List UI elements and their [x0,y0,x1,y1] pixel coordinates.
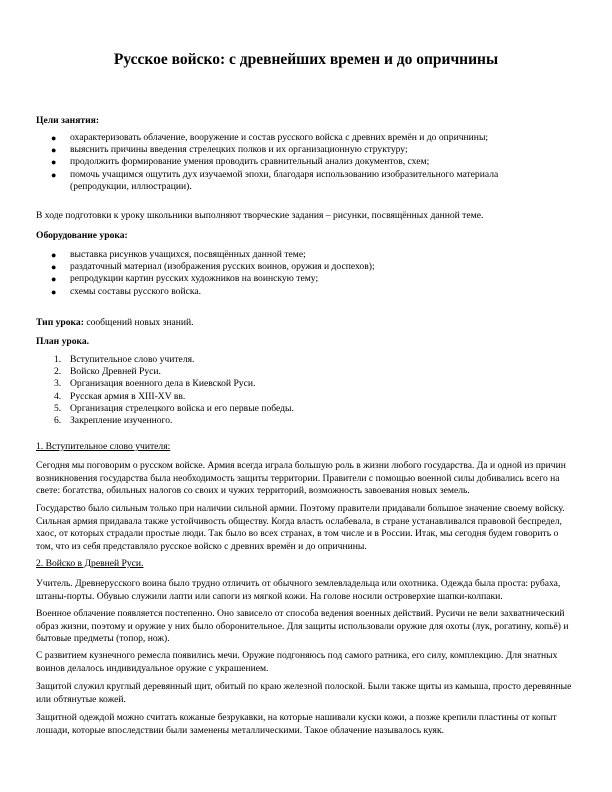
section-1-heading: 1. Вступительное слово учителя: [36,441,171,452]
list-item: ● репродукции картин русских художников на воинскую тему; [51,273,319,285]
section-2-paragraph: Защитой служил круглый деревянный щит, обитый по краю железной полоской. Были также щиты из камыша, просто деревянные или обтянутые кожей. [36,681,572,705]
list-item: ● помочь учащимся ощутить дух изучаемой эпохи, благодаря использованию изобразительного материала (репродукции, иллюстрации). [51,168,499,192]
document-title: Русское войско: с древнейших времен и до опричнины [113,51,499,68]
goals-label: Цели занятия: [36,115,100,126]
list-item: 3. Организация военного дела в Киевской Руси. [54,378,256,390]
list-item: 4. Русская армия в XIII-XV вв. [54,390,186,402]
bullet-icon: ● [51,133,57,143]
bullet-icon: ● [51,262,57,273]
list-item: 2. Войско Древней Руси. [54,366,161,378]
section-1-paragraph: Сегодня мы поговорим о русском войске. Армия всегда играла большую роль в жизни любого государства. Да и одной из причин возникновения государства была необходимость защиты территории. Правители с помощью военной силы добивались всего на свете: богатства, обильных налогов со своих и чужих территорий, возможность завоевания новых земель. [36,460,566,496]
list-item: ● схемы составы русского войска. [51,285,202,297]
section-2-paragraph: Учитель. Древнерусского воина было трудно отличить от обычного землевладельца или охотника. Одежда была проста: рубаха, штаны-порты. Обувью служили лапти или сапоги из мягкой кожи. На голове носили островерхие шапки-колпаки. [36,578,561,602]
bullet-icon: ● [51,169,57,180]
list-item: 6. Закрепление изученного. [54,415,173,427]
section-2-paragraph: С развитием кузнечного ремесла появились мечи. Оружие подгоняюсь под самого ратника, его силу, комплекцию. Для знатных воинов делалось индивидуальное оружие с украшением. [36,650,558,674]
lesson-type-value: сообщений новых знаний. [83,317,194,328]
lesson-type-label: Тип урока: [36,317,84,328]
list-item: 1. Вступительное слово учителя. [54,354,195,365]
list-item: ● выставка рисунков учащихся, посвящённых данной теме; [51,249,306,260]
prep-paragraph: В ходе подготовки к уроку школьники выполняют творческие задания – рисунки, посвящённых данной теме. [36,210,484,221]
list-item: ● охарактеризовать облачение, вооружение и состав русского войска с древних времён и до опричнины; [51,132,489,143]
plan-list [36,354,576,427]
list-item: 5. Организация стрелецкого войска и его первые победы. [54,402,294,414]
plan-label: План урока. [36,336,90,347]
bullet-icon: ● [51,157,57,168]
bullet-icon: ● [51,250,57,260]
bullet-icon: ● [51,145,57,156]
bullet-icon: ● [51,286,57,297]
section-1-paragraph: Государство было сильным только при наличии сильной армии. Поэтому правители придавали большое значение своему войску. Сильная армия придавала также устойчивость обществу. Когда власть ослабевала, в стране устанавливался правовой беспредел, хаос, от которых страдали простые люди. Так было во всех странах, в том числе и в России. Итак, мы сегодня будем говорить о том, что из себя представляло русское войско с древних времён и до опричнины. [36,503,565,552]
list-item: ● раздаточный материал (изображения русских воинов, оружия и доспехов); [51,261,375,273]
equipment-label: Оборудование урока: [36,230,128,241]
list-item: ● выяснить причины введения стрелецких полков и их организационную структуру; [51,144,408,156]
section-2-heading: 2. Войско в Древней Руси. [36,558,144,569]
list-item: ● продолжить формирование умения проводить сравнительный анализ документов, схем; [51,156,430,168]
lesson-type [36,317,576,330]
goals-list [36,132,576,193]
equipment-list [36,249,576,298]
section-2-paragraph: Защитной одеждой можно считать кожаные безрукавки, на которые нашивали куски кожи, а позже крепили пластины от копыт лошади, которые впоследствии были заменены металлическими. Такое облачение называлось куяк. [36,712,557,736]
bullet-icon: ● [51,274,57,285]
section-2-paragraph: Военное облачение появляется постепенно. Оно зависело от способа ведения военных действий. Русичи не вели захватнический образ жизни, поэтому и оружие у них было оборонительное. Для защиты использовали оружие для охоты (лук, рогатину, копьё) и бытовые предметы (топор, нож). [36,608,569,644]
